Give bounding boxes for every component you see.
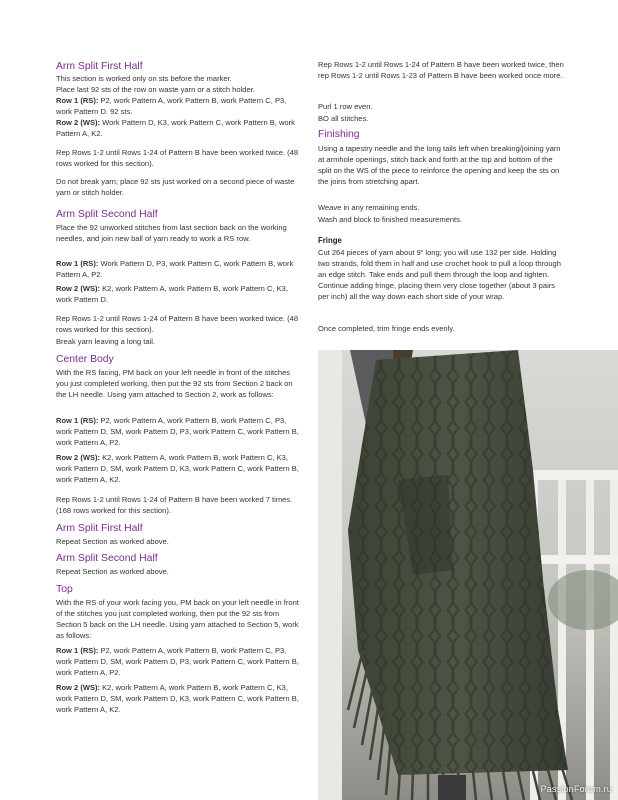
- paragraph: Wash and block to finished measurements.: [318, 215, 463, 224]
- paragraph: Do not break yarn; place 92 sts just worked on a second piece of waste yarn or stitch holder.: [56, 177, 295, 197]
- row-text: Work Pattern D, K3, work Pattern C, work Pattern B, work Pattern A, K2.: [56, 118, 295, 138]
- section-heading: Center Body: [56, 354, 114, 365]
- paragraph: This section is worked only on sts before the marker.: [56, 74, 232, 83]
- row-label: Row 2 (WS):: [56, 118, 101, 127]
- pattern-row: [56, 95, 304, 117]
- watermark: PassionForum.ru: [540, 784, 612, 794]
- pattern-row: [56, 117, 304, 139]
- subsection-heading: Fringe: [318, 236, 342, 245]
- paragraph: With the RS facing, PM back on your left needle in front of the stitches you just completed working, then put the 92 sts from Section 2 back on the LH needle. Using yarn attached to Section 2, work as follows:: [56, 368, 293, 399]
- row-text: K2, work Pattern A, work Pattern B, work Pattern C, K3, work Pattern D, SM, work Pattern D, K3, work Pattern C, work Pattern B, work Pattern A, K2.: [56, 683, 299, 714]
- knitted-wrap-image: [318, 350, 618, 800]
- paragraph: Place last 92 sts of the row on waste yarn or a stitch holder.: [56, 85, 255, 94]
- paragraph: Place the 92 unworked stitches from last section back on the working needles, and join new ball of yarn ready to work a RS row.: [56, 223, 287, 243]
- pattern-row: [56, 682, 304, 715]
- pattern-row: [56, 452, 304, 485]
- row-label: Row 2 (WS):: [56, 284, 101, 293]
- row-text: K2, work Pattern A, work Pattern B, work Pattern C, K3, work Pattern D, SM, work Pattern D, K3, work Pattern C, work Pattern B, work Pattern A, K2.: [56, 453, 299, 484]
- section-heading: Arm Split First Half: [56, 523, 143, 534]
- row-label: Row 2 (WS):: [56, 683, 101, 692]
- row-text: P2, work Pattern A, work Pattern B, work Pattern C, P3, work Pattern D, SM, work Pattern D, P3, work Pattern C, work Pattern B, work Pattern A, P2.: [56, 646, 299, 677]
- paragraph: BO all stitches.: [318, 114, 369, 123]
- row-text: Work Pattern D, P3, work Pattern C, work Pattern B, work Pattern A, P2.: [56, 259, 294, 279]
- section-heading: Finishing: [318, 129, 360, 140]
- row-text: P2, work Pattern A, work Pattern B, work Pattern C, P3, work Pattern D, SM, work Pattern D, P3, work Pattern C, work Pattern B, work Pattern A, P2.: [56, 416, 299, 447]
- wrap-photo: [318, 350, 618, 800]
- paragraph: With the RS of your work facing you, PM back on your left needle in front of the stitches you just completed working, then put the 92 sts from Section 5 back on the LH needle. Using yarn attached to Section 5, work as follows:: [56, 598, 299, 640]
- paragraph: Repeat Section as worked above.: [56, 567, 169, 576]
- paragraph: Using a tapestry needle and the long tails left when breaking/joining yarn at armhole openings, stitch back and forth at the top and bottom of the split on the WS of the piece to reinforce the opening and keep the sts on the joins from stretching apart.: [318, 144, 561, 186]
- paragraph: Break yarn leaving a long tail.: [56, 337, 156, 346]
- paragraph: Purl 1 row even.: [318, 102, 373, 111]
- row-label: Row 1 (RS):: [56, 259, 99, 268]
- section-heading: Top: [56, 584, 73, 595]
- section-heading: Arm Split Second Half: [56, 553, 158, 564]
- paragraph: Rep Rows 1-2 until Rows 1-24 of Pattern B have been worked twice, then rep Rows 1-2 until Rows 1-23 of Pattern B have been worked once more.: [318, 60, 564, 80]
- paragraph: Repeat Section as worked above.: [56, 537, 169, 546]
- row-label: Row 2 (WS):: [56, 453, 101, 462]
- paragraph: Rep Rows 1-2 until Rows 1-24 of Pattern B have been worked twice. (48 rows worked for this section).: [56, 148, 299, 168]
- row-text: P2, work Pattern A, work Pattern B, work Pattern C, P3, work Pattern D. 92 sts.: [56, 96, 287, 116]
- paragraph: Once completed, trim fringe ends evenly.: [318, 324, 455, 333]
- pattern-row: [56, 645, 304, 678]
- pattern-row: [56, 283, 304, 305]
- section-heading: Arm Split Second Half: [56, 209, 158, 220]
- paragraph: Rep Rows 1-2 until Rows 1-24 of Pattern B have been worked twice. (48 rows worked for this section).: [56, 314, 299, 334]
- paragraph: Cut 264 pieces of yarn about 9” long; you will use 132 per side. Holding two strands, fold them in half and use crochet hook to pull a loop through an edge stitch. Take ends and pull them through the loop and tighten. Continue adding fringe, placing them very close together (about 3 pairs per inch) all the way down each short side of your wrap.: [318, 248, 561, 301]
- paragraph: Rep Rows 1-2 until Rows 1-24 of Pattern B have been worked 7 times. (168 rows worked for this section).: [56, 495, 293, 515]
- pattern-row: [56, 258, 304, 280]
- section-heading: Arm Split First Half: [56, 61, 143, 72]
- row-label: Row 1 (RS):: [56, 646, 99, 655]
- pattern-row: [56, 415, 304, 448]
- paragraph: Weave in any remaining ends.: [318, 203, 420, 212]
- row-label: Row 1 (RS):: [56, 96, 99, 105]
- row-text: K2, work Pattern A, work Pattern B, work Pattern C, K3, work Pattern D.: [56, 284, 288, 304]
- row-label: Row 1 (RS):: [56, 416, 99, 425]
